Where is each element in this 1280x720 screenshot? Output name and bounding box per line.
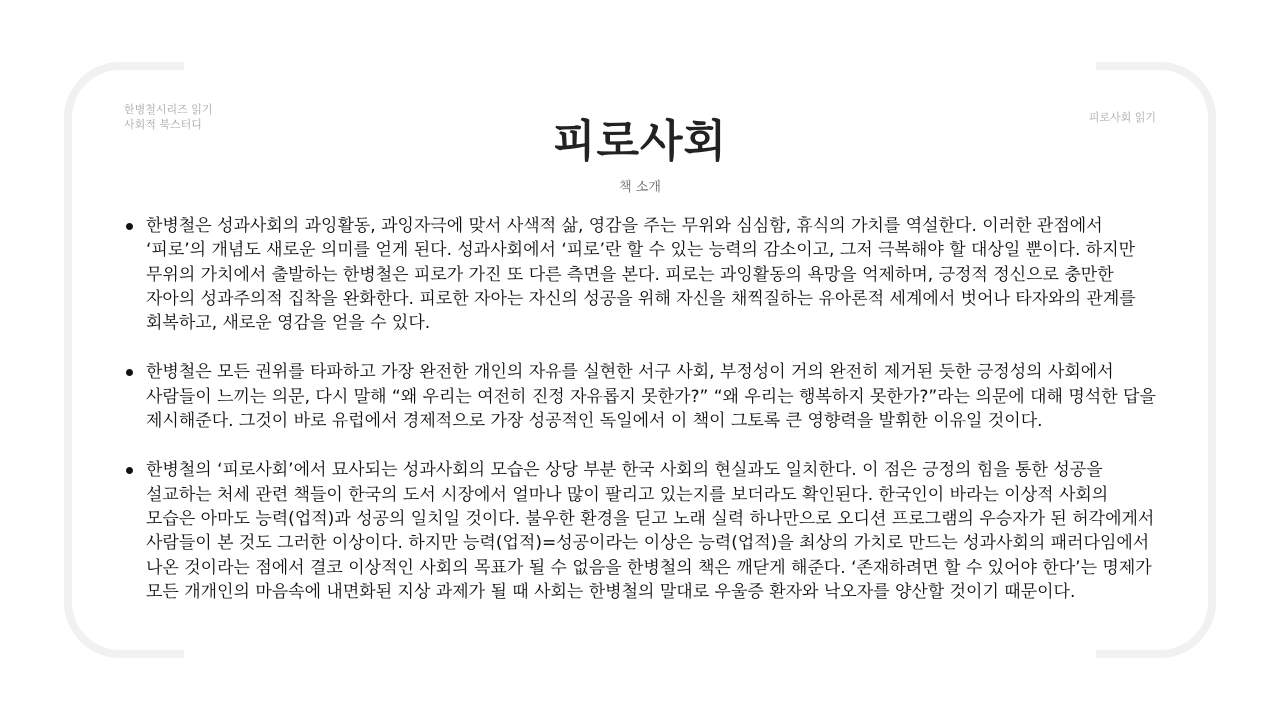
series-label-line1: 한병철시리즈 읽기 (124, 103, 213, 116)
page-title: 피로사회 (552, 116, 727, 167)
list-item (124, 214, 1160, 335)
page-subtitle: 책 소개 (619, 180, 661, 195)
bullet-icon (126, 223, 133, 230)
series-label-line2: 사회적 북스터디 (124, 118, 202, 131)
section-label: 피로사회 읽기 (1088, 111, 1156, 124)
list-item (124, 458, 1160, 604)
bullet-icon (126, 467, 133, 474)
paragraph-text: 한병철의 ‘피로사회’에서 묘사되는 성과사회의 모습은 상당 부분 한국 사회의 현실과도 일치한다. 이 점은 긍정의 힘을 통한 성공을 설교하는 처세 관련 책들이 한국의 도서 시장에서 얼마나 많이 팔리고 있는지를 보더라도 확인된다. 한국인이 바라는 이상적 사회의 모습은 아마도 능력(업적)과 성공의 일치일 것이다. 불우한 환경을 딛고 노래 실력 하나만으로 오디션 프로그램의 우승자가 된 허각에게서 사람들이 본 것도 그러한 이상이다. 하지만 능력(업적)=성공이라는 이상은 능력(업적)을 최상의 가치로 만드는 성과사회의 패러다임에서 나온 것이라는 점에서 결코 이상적인 사회의 목표가 될 수 없음을 한병철의 책은 깨닫게 해준다. ‘존재하려면 할 수 있어야 한다’는 명제가 모든 개개인의 마음속에 내면화된 지상 과제가 될 때 사회는 한병철의 말대로 우울증 환자와 낙오자를 양산할 것이기 때문이다. (146, 460, 1155, 602)
bullet-list (124, 214, 1160, 629)
paragraph-text: 한병철은 모든 권위를 타파하고 가장 완전한 개인의 자유를 실현한 서구 사회, 부정성이 거의 완전히 제거된 듯한 긍정성의 사회에서 사람들이 느끼는 의문, 다시 말해 “왜 우리는 여전히 진정 자유롭지 못한가?” “왜 우리는 행복하지 못한가?”라는 의문에 대해 명석한 답을 제시해준다. 그것이 바로 유럽에서 경제적으로 가장 성공적인 독일에서 이 책이 그토록 큰 영향력을 발휘한 이유일 것이다. (146, 362, 1156, 432)
frame-gap-top (184, 58, 1096, 74)
list-item (124, 360, 1160, 433)
frame-gap-bottom (184, 646, 1096, 662)
bullet-icon (126, 369, 133, 376)
paragraph-text: 한병철은 성과사회의 과잉활동, 과잉자극에 맞서 사색적 삶, 영감을 주는 무위와 심심함, 휴식의 가치를 역설한다. 이러한 관점에서 ‘피로’의 개념도 새로운 의미를 얻게 된다. 성과사회에서 ‘피로’란 할 수 있는 능력의 감소이고, 그저 극복해야 할 대상일 뿐이다. 하지만 무위의 가치에서 출발하는 한병철은 피로가 가진 또 다른 측면을 본다. 피로는 과잉활동의 욕망을 억제하며, 긍정적 정신으로 충만한 자아의 성과주의적 집착을 완화한다. 피로한 자아는 자신의 성공을 위해 자신을 채찍질하는 유아론적 세계에서 벗어나 타자와의 관계를 회복하고, 새로운 영감을 얻을 수 있다. (146, 216, 1136, 334)
